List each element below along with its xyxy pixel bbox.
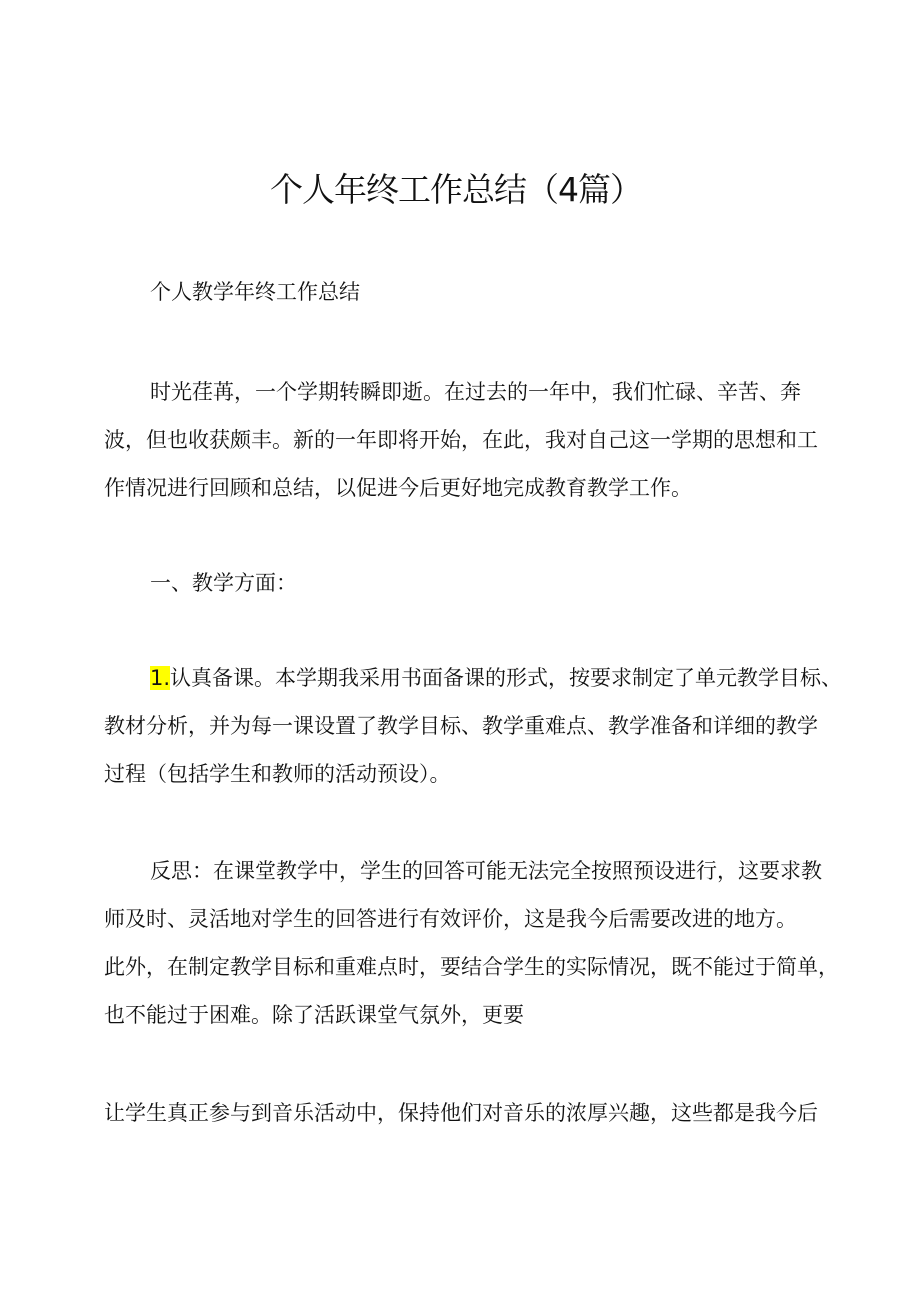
- item-1-line: 教材分析，并为每一课设置了教学目标、教学重难点、教学准备和详细的教学: [104, 714, 818, 738]
- reflection-line: 反思：在课堂教学中，学生的回答可能无法完全按照预设进行，这要求教: [150, 859, 822, 883]
- intro-line: 时光荏苒，一个学期转瞬即逝。在过去的一年中，我们忙碌、辛苦、奔: [150, 380, 801, 404]
- item-1-line: 认真备课。本学期我采用书面备课的形式，按要求制定了单元教学目标、: [170, 666, 843, 690]
- continuation-line: 让学生真正参与到音乐活动中，保持他们对音乐的浓厚兴趣，这些都是我今后: [104, 1101, 818, 1125]
- intro-line: 波，但也收获颇丰。新的一年即将开始，在此，我对自己这一学期的思想和工: [104, 428, 818, 452]
- reflection-line: 也不能过于困难。除了活跃课堂气氛外，更要: [104, 1003, 524, 1027]
- reflection-line: 师及时、灵活地对学生的回答进行有效评价，这是我今后需要改进的地方。: [104, 907, 797, 931]
- item-1-line: 过程（包括学生和教师的活动预设）。: [104, 762, 451, 786]
- item-1-first-line: [150, 656, 842, 700]
- intro-line: 作情况进行回顾和总结，以促进今后更好地完成教育教学工作。: [104, 476, 692, 500]
- subtitle: 个人教学年终工作总结: [150, 280, 360, 304]
- reflection-line: 此外，在制定教学目标和重难点时，要结合学生的实际情况，既不能过于简单，: [104, 955, 839, 979]
- highlighted-number: 1.: [150, 666, 171, 690]
- section-heading: 一、教学方面：: [150, 571, 297, 595]
- page-title: 个人年终工作总结（4篇）: [270, 170, 642, 209]
